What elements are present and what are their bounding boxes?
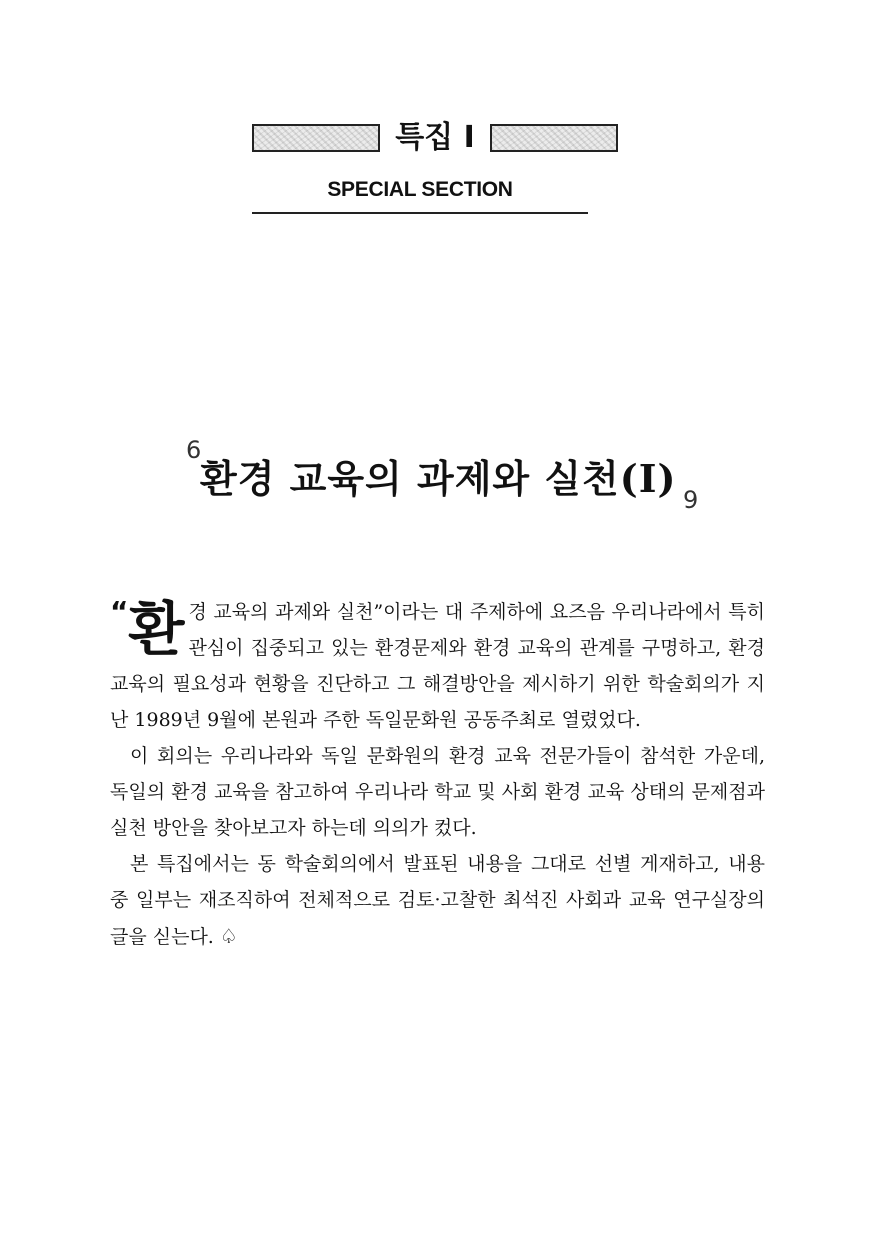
banner-texture-right: [490, 124, 618, 152]
paragraph-3-text: 본 특집에서는 동 학술회의에서 발표된 내용을 그대로 선별 게재하고, 내용 중 일부는 재조직하여 전체적으로 검토·고찰한 최석진 사회과 교육 연구실장의 글을 싣는다.: [110, 853, 765, 948]
paragraph-1: [110, 594, 765, 738]
dropcap-letter: 환: [128, 595, 185, 663]
paragraph-2: 이 회의는 우리나라와 독일 문화원의 환경 교육 전문가들이 참석한 가운데, 독일의 환경 교육을 참고하여 우리나라 학교 및 사회 환경 교육 상태의 문제점과 실천 방안을 찾아보고자 하는데 의의가 컸다.: [110, 745, 765, 839]
paragraph-3: [110, 846, 765, 955]
section-header-banner: [252, 118, 618, 158]
article-title: 환경 교육의 과제와 실천(Ⅰ): [200, 456, 677, 501]
section-label: 특집 Ⅰ: [395, 120, 475, 155]
banner-texture-left: [252, 124, 380, 152]
open-quote: “: [110, 595, 129, 628]
section-subtitle: SPECIAL SECTION: [327, 178, 513, 201]
handwritten-mark-left: 6: [186, 436, 202, 464]
end-mark-icon: ♤: [219, 924, 238, 948]
handwritten-mark-right: 9: [683, 486, 699, 514]
paragraph-1-text: 경 교육의 과제와 실천”이라는 대 주제하에 요즈음 우리나라에서 특히 관심이 집중되고 있는 환경문제와 환경 교육의 관계를 구명하고, 환경 교육의 필요성과 현황을 진단하고 그 해결방안을 제시하기 위한 학술회의가 지난 1989년 9월에 본원과 주한 독일문화원 공동주최로 열렸었다.: [110, 601, 765, 731]
header-divider: [252, 212, 588, 214]
dropcap-block: [110, 594, 185, 663]
article-body: [110, 594, 765, 955]
